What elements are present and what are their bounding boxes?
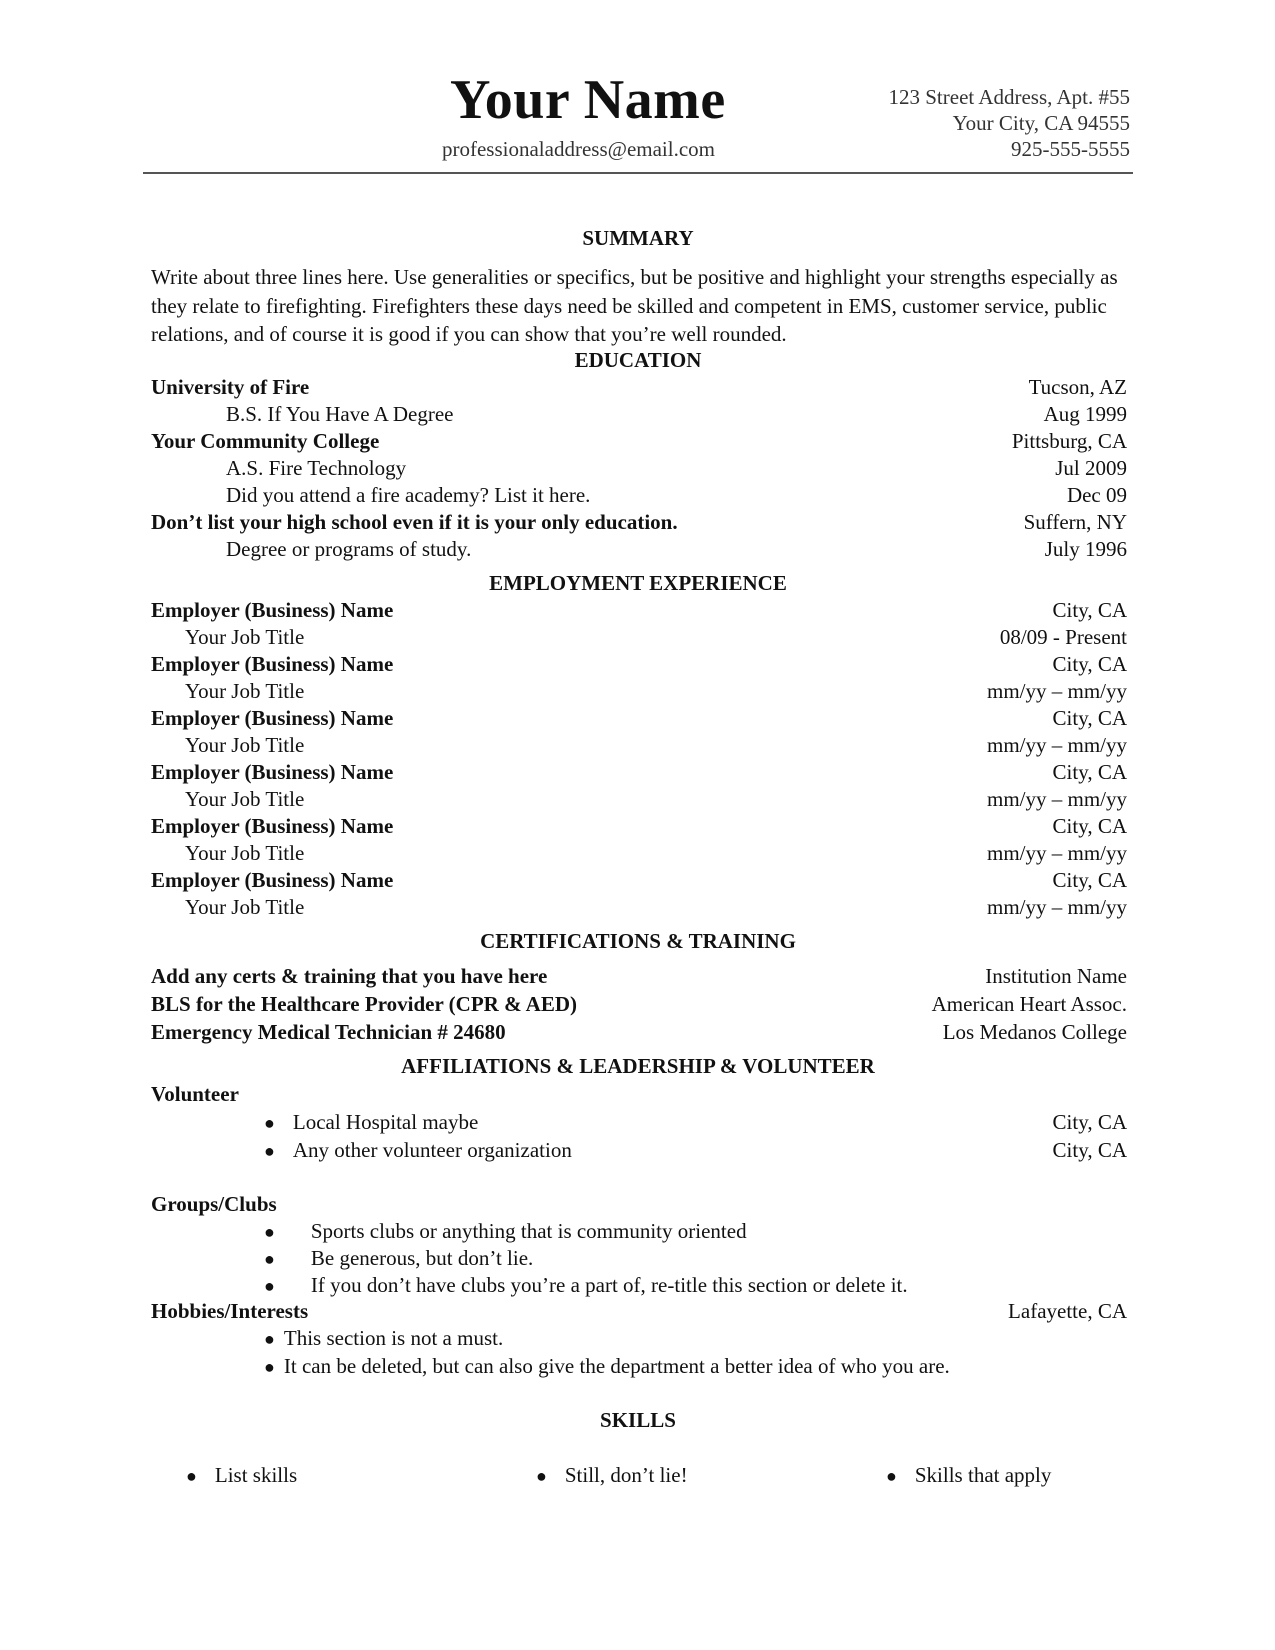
degree-name: Did you attend a fire academy? List it here. (226, 483, 591, 507)
bullet-icon: ● (264, 1249, 275, 1269)
bullet-icon: ● (886, 1466, 897, 1486)
employment-row (151, 652, 1127, 680)
hobbies-location: Lafayette, CA (1008, 1299, 1127, 1323)
hobby-text: This section is not a must. (283, 1326, 504, 1350)
employer-name: Employer (Business) Name (151, 868, 394, 892)
employer-name: Employer (Business) Name (151, 760, 394, 784)
skills-heading: SKILLS (600, 1408, 676, 1432)
education-row (151, 402, 1127, 430)
job-dates: mm/yy – mm/yy (986, 679, 1127, 703)
hobbies-label: Hobbies/Interests (151, 1299, 309, 1323)
employment-row (151, 625, 1127, 653)
education-heading: EDUCATION (574, 348, 702, 372)
employment-row (151, 760, 1127, 788)
street-address: 123 Street Address, Apt. #55 (888, 85, 1130, 109)
certification-row (151, 992, 1127, 1020)
education-row (151, 537, 1127, 565)
employer-name: Employer (Business) Name (151, 598, 394, 622)
job-dates: mm/yy – mm/yy (986, 733, 1127, 757)
employer-location: City, CA (1052, 706, 1127, 730)
employment-heading: EMPLOYMENT EXPERIENCE (489, 571, 787, 595)
job-title: Your Job Title (185, 679, 305, 703)
employer-location: City, CA (1052, 760, 1127, 784)
certification-name: Emergency Medical Technician # 24680 (151, 1020, 506, 1044)
job-dates: mm/yy – mm/yy (986, 895, 1127, 919)
job-title: Your Job Title (185, 895, 305, 919)
summary-heading: SUMMARY (582, 226, 694, 250)
institution-name: University of Fire (151, 375, 310, 399)
email-address: professionaladdress@email.com (442, 137, 716, 161)
group-item (264, 1246, 533, 1271)
volunteer-location: City, CA (1052, 1138, 1127, 1162)
group-text: Sports clubs or anything that is community oriented (310, 1219, 747, 1243)
degree-date: Aug 1999 (1043, 402, 1127, 426)
job-title: Your Job Title (185, 733, 305, 757)
volunteer-location: City, CA (1052, 1110, 1127, 1134)
bullet-icon: ● (264, 1222, 275, 1242)
bullet-icon: ● (264, 1141, 275, 1161)
certification-institution: American Heart Assoc. (931, 992, 1127, 1016)
skill-text: Still, don’t lie! (564, 1463, 688, 1487)
employment-row (151, 787, 1127, 815)
skill-text: List skills (214, 1463, 298, 1487)
employment-row (151, 598, 1127, 626)
phone-number: 925-555-5555 (1011, 137, 1130, 161)
certification-name: Add any certs & training that you have here (151, 964, 548, 988)
degree-date: Dec 09 (1066, 483, 1127, 507)
degree-name: A.S. Fire Technology (226, 456, 407, 480)
employer-name: Employer (Business) Name (151, 706, 394, 730)
employer-location: City, CA (1052, 814, 1127, 838)
employment-row (151, 895, 1127, 923)
affiliations-heading: AFFILIATIONS & LEADERSHIP & VOLUNTEER (401, 1054, 875, 1078)
bullet-icon: ● (264, 1113, 275, 1133)
employer-location: City, CA (1052, 652, 1127, 676)
volunteer-label: Volunteer (151, 1082, 239, 1106)
employment-row (151, 814, 1127, 842)
bullet-icon: ● (536, 1466, 547, 1486)
education-row (151, 510, 1127, 538)
group-text: Be generous, but don’t lie. (310, 1246, 534, 1270)
education-row (151, 483, 1127, 511)
volunteer-item (151, 1138, 1127, 1166)
skill-text: Skills that apply (914, 1463, 1052, 1487)
bullet-icon: ● (264, 1276, 275, 1296)
job-title: Your Job Title (185, 787, 305, 811)
certification-institution: Los Medanos College (942, 1020, 1127, 1044)
volunteer-item (151, 1110, 1127, 1138)
degree-name: B.S. If You Have A Degree (226, 402, 454, 426)
job-dates: mm/yy – mm/yy (986, 787, 1127, 811)
degree-name: Degree or programs of study. (226, 537, 472, 561)
skill-item (186, 1463, 297, 1488)
job-dates: 08/09 - Present (999, 625, 1127, 649)
skill-item (536, 1463, 688, 1488)
header-divider (143, 172, 1133, 174)
employment-row (151, 868, 1127, 896)
institution-name: Don’t list your high school even if it is your only education. (151, 510, 678, 534)
institution-location: Tucson, AZ (1028, 375, 1127, 399)
summary-text: Write about three lines here. Use generalities or specifics, but be positive and highlight your strengths especially as they relate to firefighting. Firefighters these days need be skilled and competent in EMS, customer service, public relations, and of course it is good if you can show that you’re well rounded. (151, 265, 1118, 346)
volunteer-text: Any other volunteer organization (292, 1138, 572, 1162)
certification-institution: Institution Name (985, 964, 1127, 988)
city-state-zip: Your City, CA 94555 (952, 111, 1130, 135)
education-row (151, 429, 1127, 457)
employer-name: Employer (Business) Name (151, 814, 394, 838)
certifications-heading: CERTIFICATIONS & TRAINING (480, 929, 796, 953)
groups-label: Groups/Clubs (151, 1192, 277, 1216)
education-row (151, 375, 1127, 403)
certification-row (151, 1020, 1127, 1048)
education-row (151, 456, 1127, 484)
employment-row (151, 733, 1127, 761)
group-item (264, 1273, 908, 1298)
hobby-item (264, 1354, 950, 1379)
hobby-item (264, 1326, 503, 1351)
certification-name: BLS for the Healthcare Provider (CPR & AED) (151, 992, 577, 1016)
employment-row (151, 706, 1127, 734)
certification-row (151, 964, 1127, 992)
skill-item (886, 1463, 1051, 1488)
institution-name: Your Community College (151, 429, 380, 453)
group-item (264, 1219, 747, 1244)
employment-row (151, 841, 1127, 869)
employer-location: City, CA (1052, 868, 1127, 892)
degree-date: July 1996 (1044, 537, 1127, 561)
job-dates: mm/yy – mm/yy (986, 841, 1127, 865)
resume-name: Your Name (450, 69, 726, 131)
hobbies-row (151, 1299, 1127, 1327)
institution-location: Pittsburg, CA (1011, 429, 1127, 453)
volunteer-text: Local Hospital maybe (292, 1110, 479, 1134)
bullet-icon: ● (264, 1357, 275, 1377)
employment-row (151, 679, 1127, 707)
job-title: Your Job Title (185, 841, 305, 865)
degree-date: Jul 2009 (1055, 456, 1127, 480)
employer-name: Employer (Business) Name (151, 652, 394, 676)
job-title: Your Job Title (185, 625, 305, 649)
hobby-text: It can be deleted, but can also give the department a better idea of who you are. (283, 1354, 950, 1378)
bullet-icon: ● (186, 1466, 197, 1486)
bullet-icon: ● (264, 1329, 275, 1349)
employer-location: City, CA (1052, 598, 1127, 622)
group-text: If you don’t have clubs you’re a part of, re-title this section or delete it. (310, 1273, 908, 1297)
institution-location: Suffern, NY (1023, 510, 1127, 534)
